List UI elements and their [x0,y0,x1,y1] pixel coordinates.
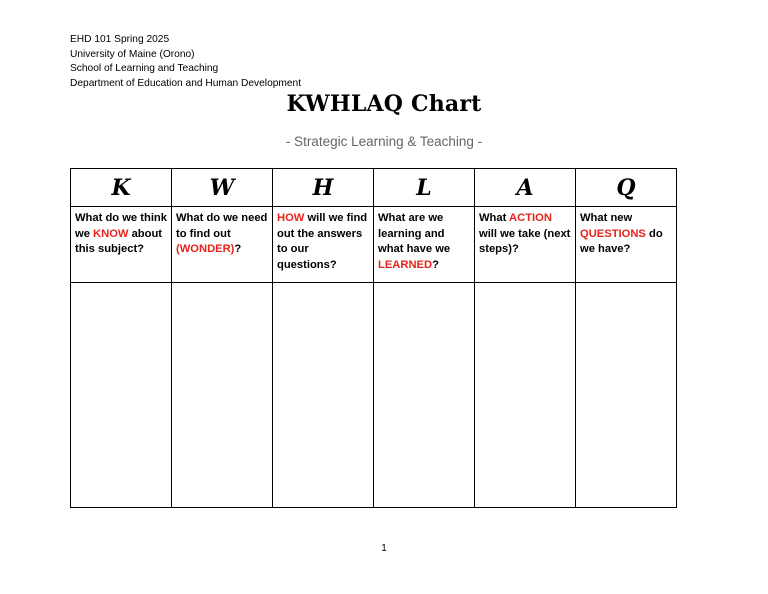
answer-cell-k[interactable] [71,283,172,508]
prompt-text: do we have? [580,227,663,255]
prompt-text: What [479,212,510,224]
prompt-emphasis: KNOW [93,227,129,240]
letter-row [71,169,677,207]
prompt-emphasis: HOW [277,212,305,224]
letter-a: A [475,169,576,207]
answer-cell-l[interactable] [374,283,475,508]
prompt-text: about this subject? [75,227,163,255]
prompt-emphasis: ACTION [509,212,552,224]
prompt-text: What are we learning and what have we [378,212,451,255]
letter-h: H [273,169,374,207]
prompt-text: will we take (next steps)? [479,227,571,255]
prompt-text: ? [432,258,439,271]
letter-l: L [374,169,475,207]
letter-w: W [172,169,273,207]
answer-cell-h[interactable] [273,283,374,508]
answer-cell-a[interactable] [475,283,576,508]
page-title: KWHLAQ Chart [286,91,482,117]
prompt-text: ? [234,243,242,255]
prompt-row [71,207,677,283]
page-number: 1 [381,543,387,554]
letter-k: K [71,169,172,207]
prompt-k [71,207,172,283]
prompt-a [475,207,576,283]
header-line-course: EHD 101 Spring 2025 [70,34,170,45]
prompt-emphasis: QUESTIONS [580,227,646,240]
prompt-w [172,207,273,283]
header-line-school: School of Learning and Teaching [70,63,219,74]
prompt-text: What new [580,212,633,224]
answer-row [71,283,677,508]
prompt-emphasis: LEARNED [378,258,433,271]
answer-cell-q[interactable] [576,283,677,508]
header-line-department: Department of Education and Human Development [70,77,302,89]
prompt-text: What do we need to find out [176,212,268,240]
prompt-emphasis: (WONDER) [176,243,235,255]
header-line-university: University of Maine (Orono) [70,48,195,60]
document-header [70,33,301,91]
prompt-q [576,207,677,283]
prompt-text: What do we think we [75,212,167,240]
prompt-h [273,207,374,283]
answer-cell-w[interactable] [172,283,273,508]
prompt-text: will we find out the answers to our questions? [277,212,368,271]
letter-q: Q [576,169,677,207]
page-subtitle: - Strategic Learning & Teaching - [285,134,483,149]
prompt-l [374,207,475,283]
kwhlaq-table [70,168,677,508]
